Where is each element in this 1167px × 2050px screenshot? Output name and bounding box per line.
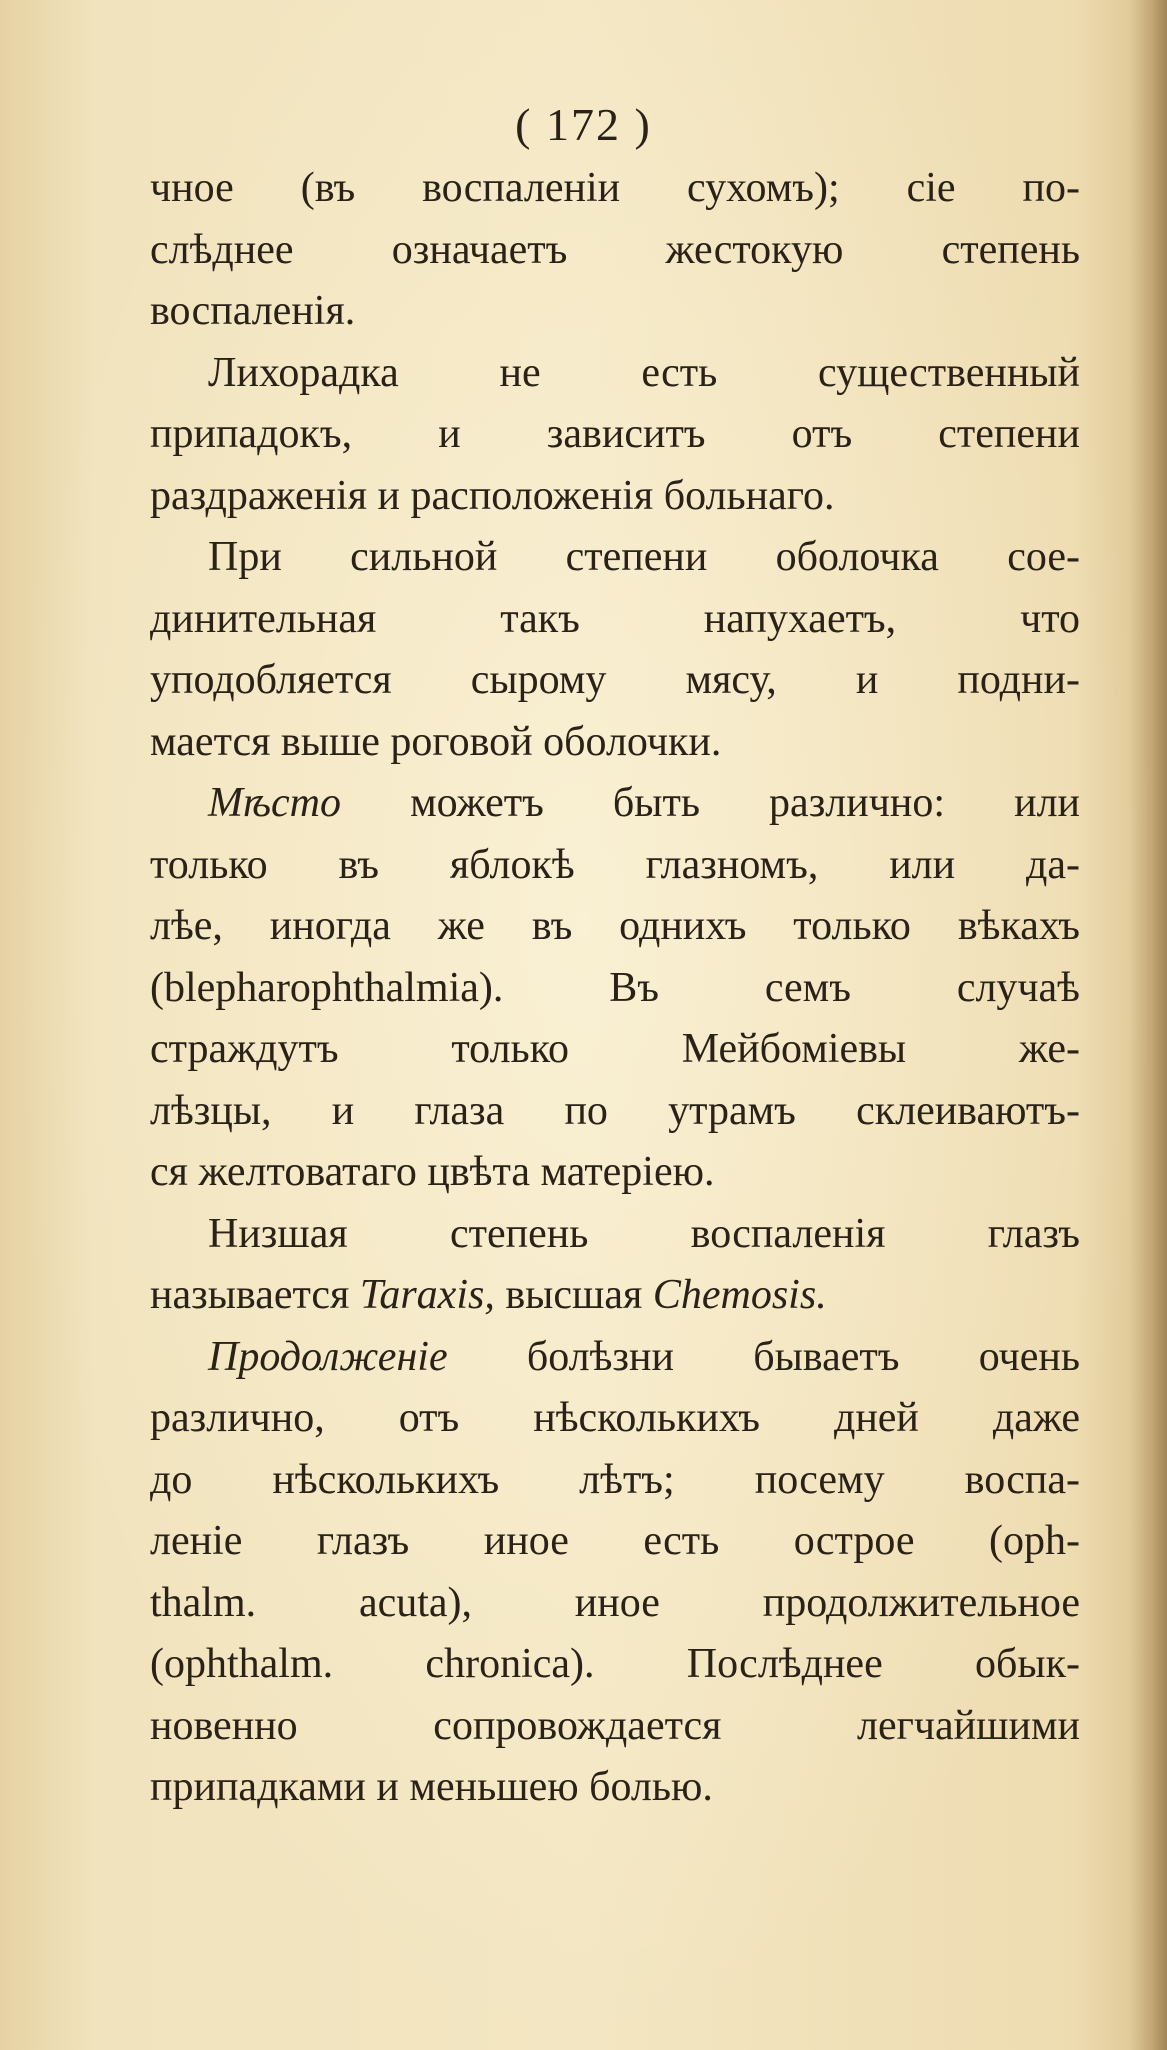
- text-line: [150, 220, 1080, 282]
- text-line: [150, 650, 1080, 712]
- text-segment: Низшая степень воспаленiя глазъ: [208, 1210, 1080, 1257]
- text-line: [150, 1757, 1080, 1819]
- text-segment: припадокъ, и зависитъ отъ степени: [150, 411, 1080, 457]
- text-line: [150, 1019, 1080, 1081]
- italic-term: Taraxis,: [359, 1272, 495, 1318]
- text-segment: только въ яблокѣ глазномъ, или да-: [150, 841, 1080, 888]
- text-line: [150, 1265, 1080, 1327]
- paragraph: [150, 1327, 1080, 1819]
- text-segment: высшая: [494, 1272, 653, 1318]
- text-segment: уподобляется сырому мясу, и подни-: [150, 657, 1080, 703]
- text-line: [150, 1450, 1080, 1512]
- text-segment: воспаленiя.: [150, 288, 356, 334]
- text-segment: динительная такъ напухаетъ, что: [150, 595, 1080, 642]
- text-segment: припадками и меньшею болью.: [150, 1764, 713, 1810]
- text-line: [150, 1388, 1080, 1450]
- text-segment: ся желтоватаго цвѣта матерiею.: [150, 1149, 715, 1195]
- paragraph: [150, 158, 1080, 343]
- text-line: [150, 158, 1080, 220]
- text-line: [150, 958, 1080, 1020]
- text-line: [150, 1696, 1080, 1758]
- text-segment: раздраженiя и расположенiя больнаго.: [150, 472, 835, 519]
- text-line: [150, 466, 1080, 528]
- text-segment: ленiе глазъ иное есть острое (oph-: [150, 1518, 1080, 1564]
- text-line: [150, 343, 1080, 405]
- text-line: [150, 712, 1080, 774]
- text-segment: до нѣсколькихъ лѣтъ; посему воспа-: [150, 1456, 1080, 1503]
- text-line: [150, 527, 1080, 589]
- paragraph: [150, 1204, 1080, 1327]
- paragraph: [150, 343, 1080, 528]
- text-line: [150, 1573, 1080, 1635]
- text-segment: чное (въ воспаленiи сухомъ); сiе по-: [150, 165, 1080, 211]
- text-line: [150, 896, 1080, 958]
- text-line: [150, 1634, 1080, 1696]
- paragraph: [150, 527, 1080, 773]
- text-segment: новенно сопровождается легчайшими: [150, 1702, 1080, 1749]
- text-line: [150, 404, 1080, 466]
- text-segment: Лихорадка не есть существенный: [208, 349, 1080, 396]
- paragraph: [150, 773, 1080, 1204]
- text-line: [150, 1327, 1080, 1389]
- text-line: [150, 773, 1080, 835]
- text-segment: страждутъ только Мейбомiевы же-: [150, 1026, 1080, 1072]
- italic-term: Мѣсто: [208, 780, 341, 826]
- text-line: [150, 1142, 1080, 1204]
- italic-term: Продолженiе: [208, 1333, 448, 1380]
- text-segment: лѣзцы, и глаза по утрамъ склеиваютъ-: [150, 1087, 1080, 1134]
- text-segment: (blepharophthalmia). Въ семъ случаѣ: [150, 964, 1080, 1011]
- text-line: [150, 281, 1080, 343]
- text-segment: лѣе, иногда же въ однихъ только вѣкахъ: [150, 903, 1080, 949]
- body-text: [150, 158, 1080, 1819]
- text-line: [150, 1081, 1080, 1143]
- text-segment: слѣднее означаетъ жестокую степень: [150, 226, 1080, 273]
- page-edge-shadow: [1129, 0, 1167, 2050]
- text-line: [150, 589, 1080, 651]
- text-line: [150, 835, 1080, 897]
- italic-term: Chemosis.: [652, 1272, 827, 1318]
- page-number: ( 172 ): [515, 99, 652, 150]
- text-segment: (ophthalm. chronica). Послѣднее обык-: [150, 1641, 1080, 1687]
- text-segment: можетъ быть различно: или: [340, 780, 1080, 826]
- text-segment: При сильной степени оболочка сое-: [208, 534, 1080, 580]
- text-line: [150, 1511, 1080, 1573]
- text-line: [150, 1204, 1080, 1266]
- text-segment: различно, отъ нѣсколькихъ дней даже: [150, 1395, 1080, 1441]
- text-segment: мается выше роговой оболочки.: [150, 718, 722, 765]
- text-segment: называется: [150, 1272, 360, 1318]
- text-segment: болѣзни бываетъ очень: [447, 1333, 1080, 1380]
- text-segment: thalm. acuta), иное продолжительное: [150, 1579, 1080, 1626]
